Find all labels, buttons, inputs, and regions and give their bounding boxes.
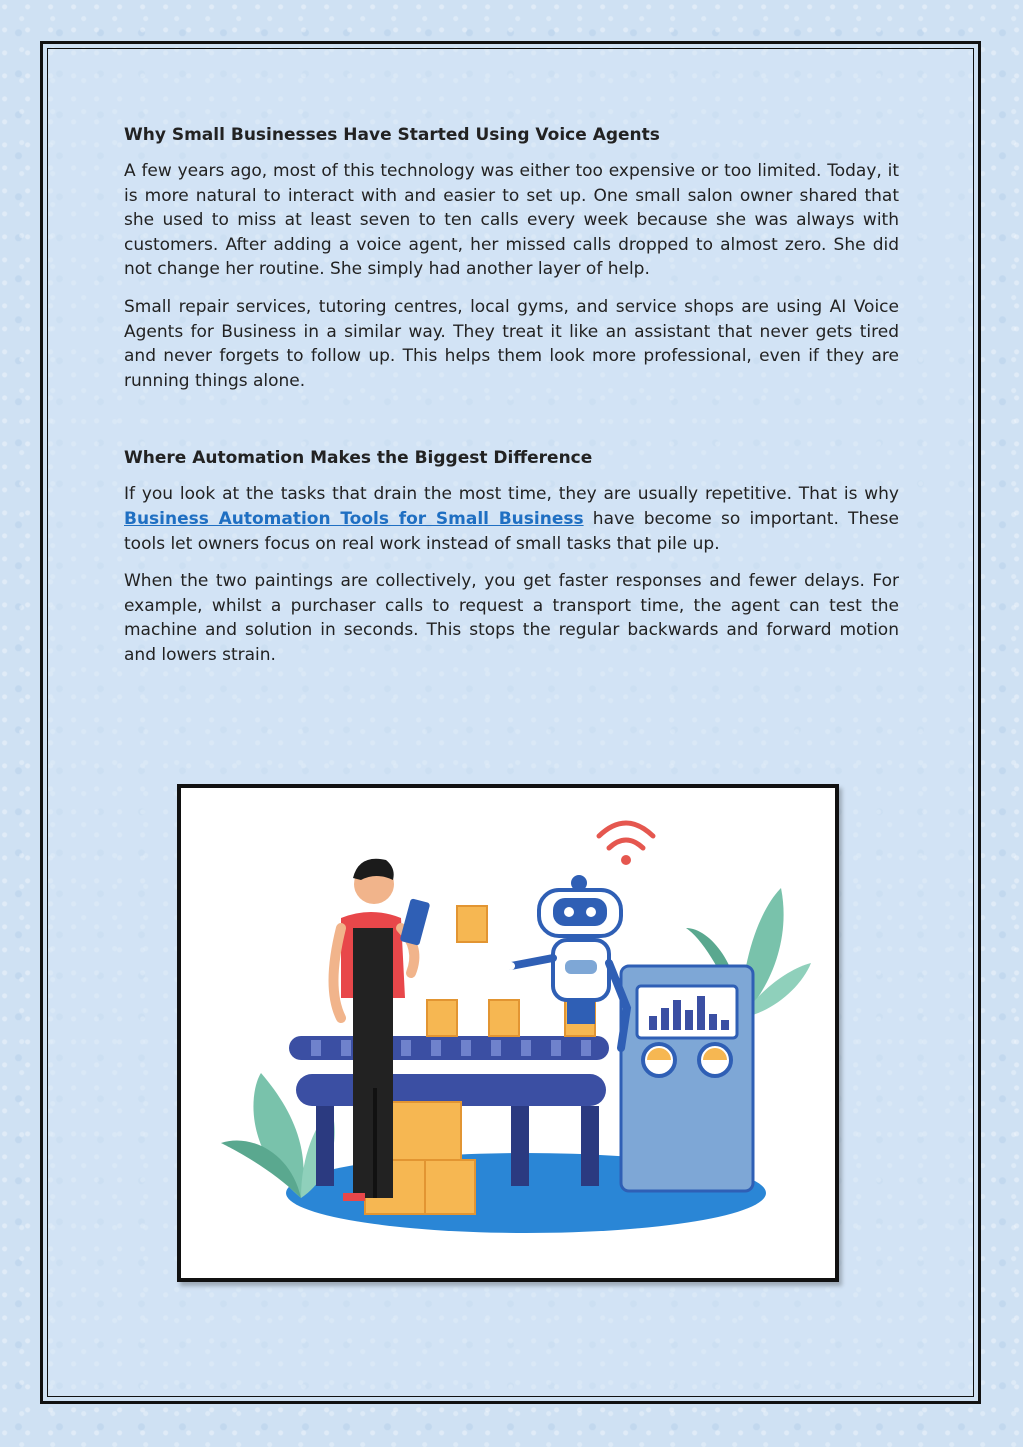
control-machine <box>621 966 753 1191</box>
paragraph-text: If you look at the tasks that drain the most time, they are usually repetitive. That is why <box>124 484 899 505</box>
paragraph: A few years ago, most of this technology was either too expensive or too limited. Today, it is more natural to interact with and easier to set up. One small salon owner shared that she used to miss at least seven to ten calls every week because she was always with customers. After adding a voice agent, her missed calls dropped to almost zero. She did not change her routine. She simply had another layer of help. <box>124 161 899 280</box>
paragraph: Small repair services, tutoring centres, local gyms, and service shops are using AI Voice Agents for Business in a similar way. They treat it like an assistant that never gets tired and never forgets to follow up. This helps them look more professional, even if they are running things alone. <box>124 296 899 391</box>
illustration-svg <box>181 788 835 1278</box>
paragraph-text: have become so important. These tools let owners focus on real work instead of small tasks that pile up. <box>124 508 899 554</box>
automation-illustration <box>177 784 839 1282</box>
section-heading-voice-agents: Why Small Businesses Have Started Using Voice Agents <box>124 125 660 145</box>
paragraph: When the two paintings are collectively, you get faster responses and fewer delays. For example, whilst a purchaser calls to request a transport time, the agent can test the machine and solution in seconds. This stops the regular backwards and forward motion and lowers strain. <box>124 571 899 665</box>
business-automation-tools-link[interactable]: Business Automation Tools for Small Business <box>124 508 584 529</box>
article-body <box>124 123 899 681</box>
spacer <box>124 406 899 446</box>
section-heading-automation: Where Automation Makes the Biggest Difference <box>124 448 593 469</box>
paragraph-with-link <box>124 482 899 556</box>
